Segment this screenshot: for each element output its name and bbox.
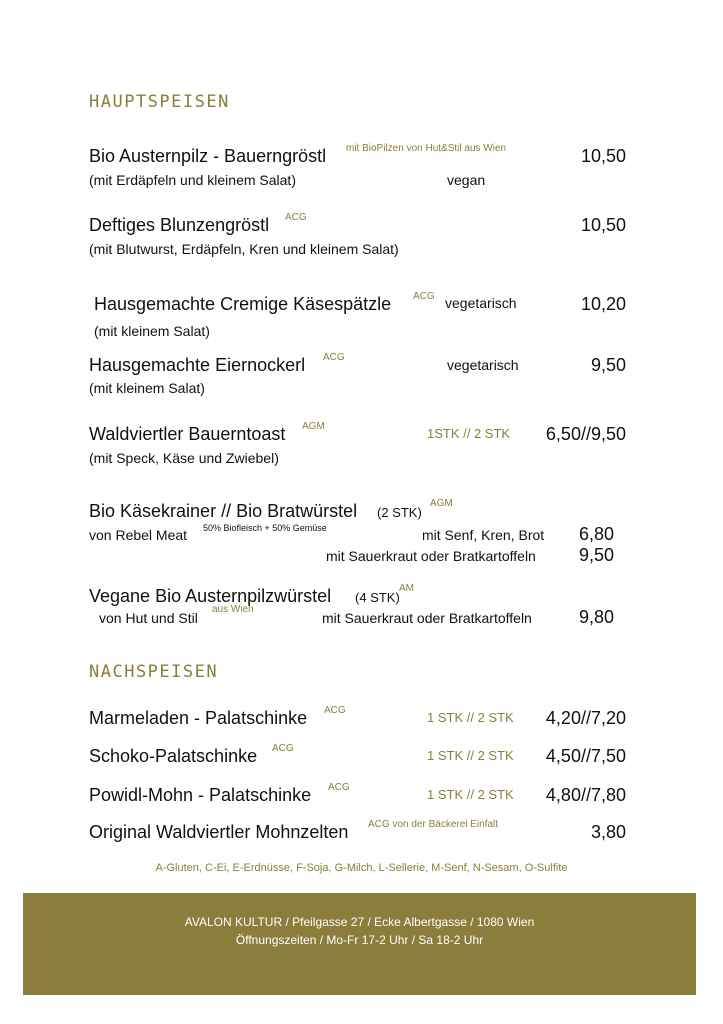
option-price: 9,80	[578, 607, 614, 627]
dish-name: Bio Austernpilz - Bauerngröstl	[89, 146, 327, 166]
dish-name: Bio Käsekrainer // Bio Bratwürstel	[89, 501, 358, 521]
quantity-label: (4 STK)	[355, 590, 400, 605]
quantity-label: (2 STK)	[377, 505, 422, 520]
quantity-options: 1 STK // 2 STK	[427, 787, 514, 802]
allergen-code: ACG	[323, 352, 345, 363]
option-label: mit Senf, Kren, Brot	[422, 527, 545, 543]
dish-name: Hausgemachte Cremige Käsespätzle	[94, 294, 392, 314]
dish-price: 4,20//7,20	[545, 708, 626, 728]
dish-price: 9,50	[590, 355, 626, 375]
producer-note: 50% Biofleisch + 50% Gemüse	[203, 523, 327, 533]
dish-note: ACG von der Bäckerei Einfalt	[368, 819, 499, 830]
producer-label: von Hut und Stil	[99, 610, 198, 626]
dish-price: 4,50//7,50	[545, 746, 626, 766]
dish-name: Schoko-Palatschinke	[89, 746, 258, 766]
section-heading-main: HAUPTSPEISEN	[89, 92, 230, 112]
dish-name: Vegane Bio Austernpilzwürstel	[89, 586, 332, 606]
dish-name: Deftiges Blunzengröstl	[89, 215, 270, 235]
dish-price: 6,50//9,50	[545, 424, 626, 444]
dish-price: 4,80//7,80	[545, 785, 626, 805]
allergen-code: AGM	[302, 421, 325, 432]
dish-name: Waldviertler Bauerntoast	[89, 424, 286, 444]
footer-banner	[23, 893, 696, 995]
dish-name: Original Waldviertler Mohnzelten	[89, 822, 349, 842]
allergen-legend: A-Gluten, C-Ei, E-Erdnüsse, F-Soja, G-Milch, L-Sellerie, M-Senf, N-Sesam, O-Sulfite	[155, 862, 568, 874]
option-label: mit Sauerkraut oder Bratkartoffeln	[326, 548, 536, 564]
dish-price: 3,80	[590, 822, 626, 842]
quantity-options: 1 STK // 2 STK	[427, 748, 514, 763]
allergen-code: ACG	[324, 705, 346, 716]
diet-label: vegetarisch	[445, 295, 517, 311]
dish-description: (mit Erdäpfeln und kleinem Salat)	[89, 172, 296, 188]
dish-name: Marmeladen - Palatschinke	[89, 708, 308, 728]
section-heading-dessert: NACHSPEISEN	[89, 662, 219, 682]
dish-name: Powidl-Mohn - Palatschinke	[89, 785, 312, 805]
allergen-code: AGM	[430, 498, 453, 509]
dish-name: Hausgemachte Eiernockerl	[89, 355, 306, 375]
producer-note: aus Wien	[212, 604, 254, 615]
quantity-options: 1STK // 2 STK	[427, 426, 511, 441]
dish-description: (mit Blutwurst, Erdäpfeln, Kren und kleinem Salat)	[89, 241, 399, 257]
dish-note: mit BioPilzen von Hut&Stil aus Wien	[346, 143, 507, 154]
dish-description: (mit kleinem Salat)	[94, 323, 210, 339]
allergen-code: ACG	[328, 782, 350, 793]
option-price: 9,50	[578, 545, 614, 565]
producer-label: von Rebel Meat	[89, 527, 188, 543]
quantity-options: 1 STK // 2 STK	[427, 710, 514, 725]
dish-price: 10,50	[580, 215, 626, 235]
allergen-code: ACG	[285, 212, 307, 223]
allergen-code: AM	[399, 583, 414, 594]
diet-label: vegetarisch	[447, 357, 519, 373]
allergen-code: ACG	[272, 743, 294, 754]
dish-price: 10,20	[580, 294, 626, 314]
dish-description: (mit kleinem Salat)	[89, 380, 205, 396]
footer-hours: Öffnungszeiten / Mo-Fr 17-2 Uhr / Sa 18-2 Uhr	[235, 933, 484, 947]
allergen-code: ACG	[413, 291, 435, 302]
option-label: mit Sauerkraut oder Bratkartoffeln	[322, 610, 532, 626]
dish-price: 10,50	[580, 146, 626, 166]
option-price: 6,80	[578, 524, 614, 544]
footer-address: AVALON KULTUR / Pfeilgasse 27 / Ecke Albertgasse / 1080 Wien	[184, 915, 535, 929]
dish-description: (mit Speck, Käse und Zwiebel)	[89, 450, 279, 466]
diet-label: vegan	[447, 172, 486, 188]
